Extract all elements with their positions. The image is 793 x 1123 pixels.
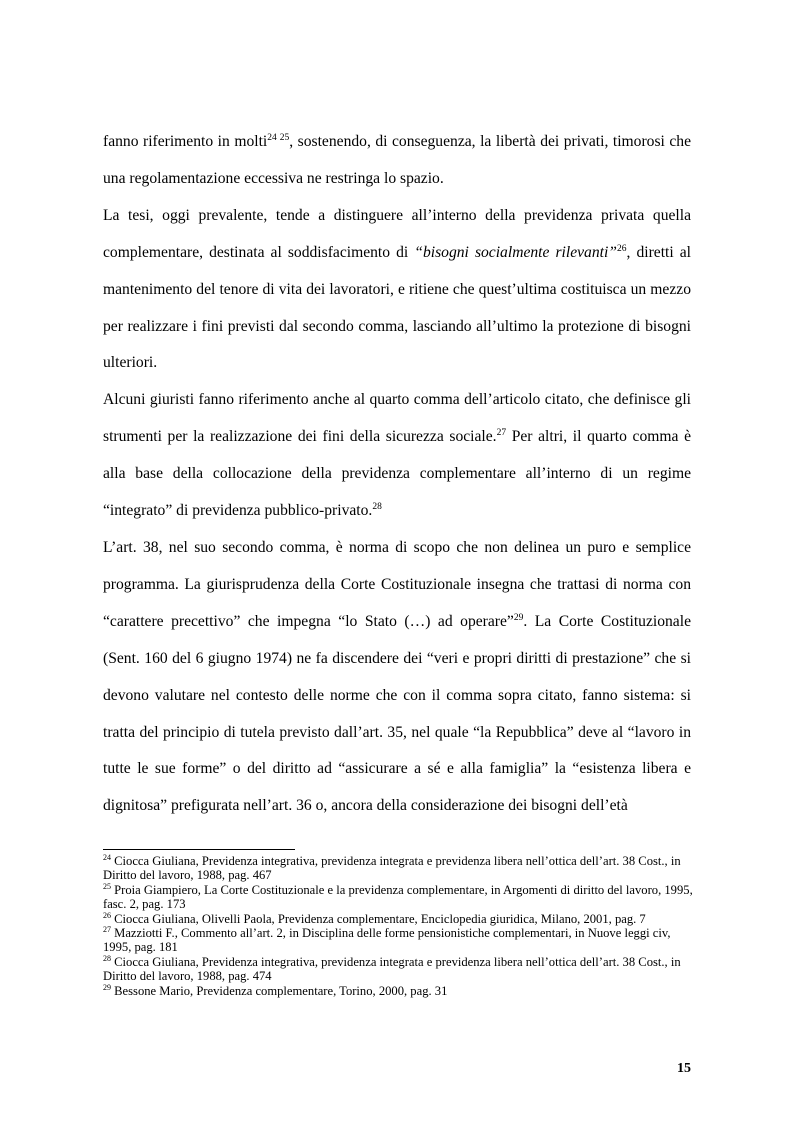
- body-text: [103, 124, 691, 825]
- footnote-text: Ciocca Giuliana, Previdenza integrativa, previdenza integrata e previdenza libera nell’ottica dell’art. 38 Cost., in Diritto del lavoro, 1988, pag. 474: [103, 954, 681, 984]
- footnote: [103, 912, 693, 926]
- footnote-reference: 29: [513, 612, 524, 623]
- footnote: [103, 883, 693, 912]
- footnote: [103, 955, 693, 984]
- italic-quote: “bisogni socialmente rilevanti”: [414, 243, 617, 261]
- paragraph-text: L’art. 38, nel suo secondo comma, è norma di scopo che non delinea un puro e semplice programma. La giurisprudenza della Corte Costituzionale insegna che trattasi di norma con “carattere precettivo” che impegna “lo Stato (…) ad operare”: [103, 538, 691, 630]
- footnote-number: 28: [103, 953, 111, 963]
- paragraph-text: Per altri, il quarto comma è alla base della collocazione della previdenza complementare all’interno di un regime “integrato” di previdenza pubblico-privato.: [103, 428, 691, 520]
- footnote-number: 29: [103, 982, 111, 992]
- footnote: [103, 984, 693, 998]
- footnote-reference: 24 25: [267, 132, 290, 143]
- paragraph: [103, 530, 691, 825]
- paragraph: [103, 198, 691, 383]
- footnote-reference: 28: [372, 501, 382, 512]
- footnote-text: Mazziotti F., Commento all’art. 2, in Disciplina delle forme pensionistiche complementari, in Nuove leggi civ, 1995, pag. 181: [103, 926, 671, 955]
- paragraph-text: , sostenendo, di conseguenza, la libertà dei privati, timorosi che una regolamentazione eccessiva ne restringa lo spazio.: [103, 133, 692, 187]
- footnote-reference: 26: [617, 243, 627, 254]
- footnote: [103, 854, 693, 883]
- paragraph-text: fanno riferimento in molti: [103, 133, 268, 150]
- footnote-separator: [103, 849, 295, 850]
- paragraph: [103, 124, 691, 198]
- paragraph-text: La tesi, oggi prevalente, tende a distinguere all’interno della previdenza privata quella complementare, destinata al soddisfacimento di: [103, 206, 691, 261]
- footnote-number: 26: [103, 910, 111, 920]
- page-number: 15: [677, 1061, 691, 1076]
- paragraph-text: , diretti al mantenimento del tenore di vita dei lavoratori, e ritiene che quest’ultima costituisca un mezzo per realizzare i fini previsti dal secondo comma, lasciando all’ultimo la protezione di bisogni ulteriori.: [103, 243, 691, 372]
- footnote-text: Ciocca Giuliana, Previdenza integrativa, previdenza integrata e previdenza libera nell’ottica dell’art. 38 Cost., in Diritto del lavoro, 1988, pag. 467: [103, 854, 681, 883]
- footnote-number: 25: [103, 881, 111, 891]
- paragraph: [103, 382, 691, 530]
- footnotes: [103, 854, 693, 998]
- footnote: [103, 926, 693, 955]
- paragraph-text: . La Corte Costituzionale (Sent. 160 del 6 giugno 1974) ne fa discendere dei “veri e propri diritti di prestazione” che si devono valutare nel contesto delle norme che con il comma sopra citato, fanno sistema: si tratta del principio di tutela previsto dall’art. 35, nel quale “la Repubblica” deve al “lavoro in tutte le sue forme” o del diritto ad “assicurare a sé e alla famiglia” la “esistenza libera e dignitosa” prefigurata nell’art. 36 o, ancora della considerazione dei bisogni dell’età: [103, 612, 691, 815]
- footnote-number: 24: [103, 852, 111, 862]
- footnote-reference: 27: [496, 428, 507, 439]
- footnote-text: Bessone Mario, Previdenza complementare, Torino, 2000, pag. 31: [111, 983, 448, 998]
- footnote-number: 27: [103, 924, 111, 934]
- footnote-text: Proia Giampiero, La Corte Costituzionale e la previdenza complementare, in Argomenti di diritto del lavoro, 1995, fasc. 2, pag. 173: [103, 882, 693, 912]
- paragraph-text: Alcuni giuristi fanno riferimento anche al quarto comma dell’articolo citato, che definisce gli strumenti per la realizzazione dei fini della sicurezza sociale.: [103, 391, 691, 446]
- footnote-text: Ciocca Giuliana, Olivelli Paola, Previdenza complementare, Enciclopedia giuridica, Milano, 2001, pag. 7: [111, 911, 646, 926]
